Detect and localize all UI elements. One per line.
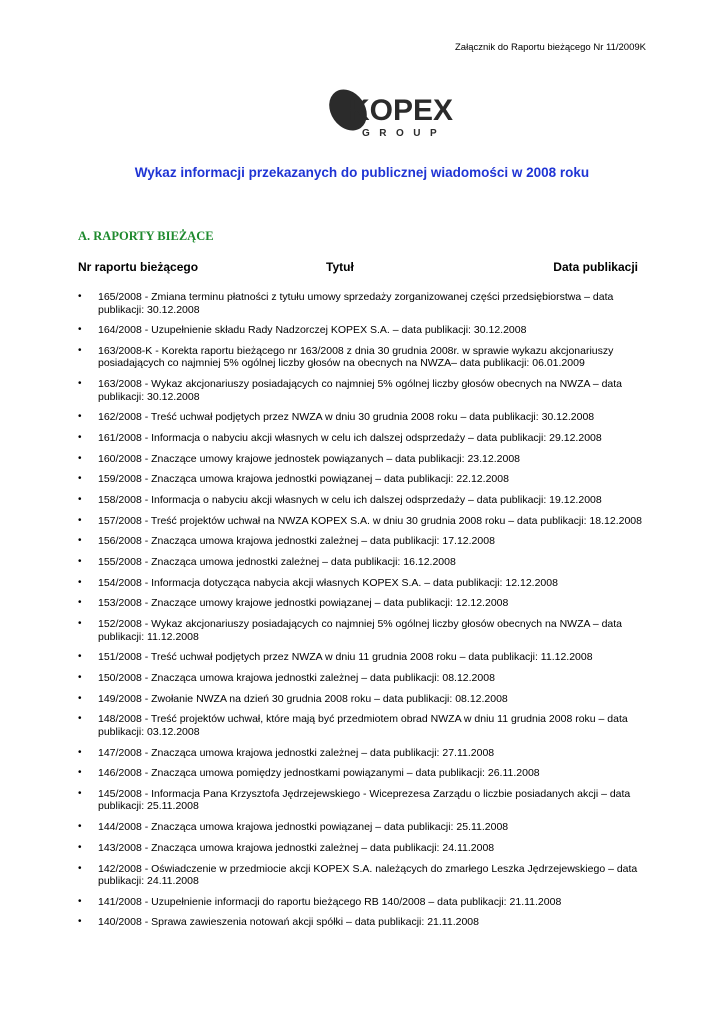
report-item [78,618,658,643]
report-text: 146/2008 - Znacząca umowa pomiędzy jednostkami powiązanymi – data publikacji: 26.11.2008 [98,767,540,780]
logo-group-text: GROUP [362,128,447,139]
report-item [78,556,658,569]
bullet-icon: • [78,597,82,609]
report-item [78,863,658,888]
report-text: 157/2008 - Treść projektów uchwał na NWZA KOPEX S.A. w dniu 30 grudnia 2008 roku – data publikacji: 18.12.2008 [98,514,642,527]
report-text: 148/2008 - Treść projektów uchwał, które mają być przedmiotem obrad NWZA w dniu 11 grudnia 2008 roku – data publikacji: 03.12.2008 [98,713,628,738]
bullet-icon: • [78,692,82,704]
report-item [78,515,658,528]
bullet-icon: • [78,746,82,758]
report-item [78,713,658,738]
bullet-icon: • [78,672,82,683]
report-text: 156/2008 - Znacząca umowa krajowa jednostki zależnej – data publikacji: 17.12.2008 [98,535,495,548]
bullet-icon: • [78,535,82,547]
bullet-icon: • [78,618,82,630]
bullet-icon: • [78,473,82,485]
report-item [78,453,658,466]
report-text: 145/2008 - Informacja Pana Krzysztofa Jędrzejewskiego - Wiceprezesa Zarządu o liczbie posiadanych akcji – data publikacji: 25.11.2008 [98,787,631,813]
report-item [78,767,658,780]
report-item [78,597,658,610]
report-item [78,324,658,337]
report-item [78,788,658,813]
report-item [78,916,658,929]
report-item [78,821,658,834]
report-item [78,672,658,685]
bullet-icon: • [78,514,82,526]
report-text: 140/2008 - Sprawa zawieszenia notowań akcji spółki – data publikacji: 21.11.2008 [98,916,479,929]
bullet-icon: • [78,895,82,907]
report-text: 143/2008 - Znacząca umowa krajowa jednostki zależnej – data publikacji: 24.11.2008 [98,841,495,854]
bullet-icon: • [78,916,82,928]
report-item [78,345,658,370]
report-item [78,896,658,909]
report-text: 163/2008 - Wykaz akcjonariuszy posiadających co najmniej 5% ogólnej liczby głosów obecnych na NWZA – data publikacji: 30.12.2008 [98,378,623,403]
report-text: 164/2008 - Uzupełnienie składu Rady Nadzorczej KOPEX S.A. – data publikacji: 30.12.2008 [98,324,527,337]
bullet-icon: • [78,821,82,833]
report-list [78,291,658,937]
report-item [78,577,658,590]
kopex-logo [318,78,468,142]
report-text: 152/2008 - Wykaz akcjonariuszy posiadających co najmniej 5% ogólnej liczby głosów obecnych na NWZA – data publikacji: 11.12.2008 [98,618,623,643]
bullet-icon: • [78,862,82,874]
report-text: 151/2008 - Treść uchwał podjętych przez NWZA w dniu 11 grudnia 2008 roku – data publikacji: 11.12.2008 [98,651,593,664]
report-text: 153/2008 - Znaczące umowy krajowe jednostki powiązanej – data publikacji: 12.12.2008 [98,597,509,610]
report-item [78,432,658,445]
bullet-icon: • [78,841,82,853]
report-text: 154/2008 - Informacja dotycząca nabycia akcji własnych KOPEX S.A. – data publikacji: 12.12.2008 [98,576,558,589]
bullet-icon: • [78,431,82,443]
report-item [78,747,658,760]
bullet-icon: • [78,291,82,302]
report-item [78,378,658,403]
report-item [78,411,658,424]
bullet-icon: • [78,378,82,390]
report-item [78,291,658,316]
report-text: 162/2008 - Treść uchwał podjętych przez NWZA w dniu 30 grudnia 2008 roku – data publikacji: 30.12.2008 [98,411,595,424]
report-text: 165/2008 - Zmiana terminu płatności z tytułu umowy sprzedaży zorganizowanej części przedsiębiorstwa – data publikacji: 30.12.2008 [98,291,614,316]
report-text: 160/2008 - Znaczące umowy krajowe jednostek powiązanych – data publikacji: 23.12.2008 [98,452,521,465]
report-text: 158/2008 - Informacja o nabyciu akcji własnych w celu ich dalszej odsprzedaży – data publikacji: 19.12.2008 [98,494,602,506]
column-header-date: Data publikacji [553,260,638,274]
report-text: 141/2008 - Uzupełnienie informacji do raportu bieżącego RB 140/2008 – data publikacji: 21.11.2008 [98,895,562,908]
report-item [78,651,658,664]
report-text: 163/2008-K - Korekta raportu bieżącego nr 163/2008 z dnia 30 grudnia 2008r. w sprawie wykazu akcjonariuszy posiadających co najmniej 5% ogólnej liczby głosów na obecnych na NWZA– data publikacji: 06.01.2009 [98,344,614,370]
bullet-icon: • [78,411,82,423]
bullet-icon: • [78,452,82,464]
report-text: 142/2008 - Oświadczenie w przedmiocie akcji KOPEX S.A. należących do zmarłego Leszka Jędrzejewskiego – data publikacji: 24.11.2008 [98,862,638,887]
report-item [78,535,658,548]
report-item [78,473,658,486]
bullet-icon: • [78,556,82,568]
section-heading-reports: A. RAPORTY BIEŻĄCE [78,229,214,243]
attachment-note: Załącznik do Raportu bieżącego Nr 11/2009K [455,42,646,53]
column-header-title: Tytuł [326,260,354,274]
report-item [78,494,658,507]
bullet-icon: • [78,651,82,663]
column-header-nr: Nr raportu bieżącego [78,260,199,274]
report-text: 147/2008 - Znacząca umowa krajowa jednostki zależnej – data publikacji: 27.11.2008 [98,746,495,759]
report-item [78,693,658,706]
report-text: 161/2008 - Informacja o nabyciu akcji własnych w celu ich dalszej odsprzedaży – data publikacji: 29.12.2008 [98,431,602,444]
bullet-icon: • [78,713,82,725]
document-title: Wykaz informacji przekazanych do publicznej wiadomości w 2008 roku [134,165,590,180]
logo-wordmark: KOPEX [348,94,454,127]
bullet-icon: • [78,576,82,588]
report-item [78,842,658,855]
report-text: 150/2008 - Znacząca umowa krajowa jednostki zależnej – data publikacji: 08.12.2008 [98,672,495,684]
report-text: 144/2008 - Znacząca umowa krajowa jednostki powiązanej – data publikacji: 25.11.2008 [98,821,509,834]
bullet-icon: • [78,344,82,356]
report-text: 155/2008 - Znacząca umowa jednostki zależnej – data publikacji: 16.12.2008 [98,556,456,569]
bullet-icon: • [78,494,82,505]
bullet-icon: • [78,767,82,779]
bullet-icon: • [78,324,82,336]
bullet-icon: • [78,787,82,799]
report-text: 149/2008 - Zwołanie NWZA na dzień 30 grudnia 2008 roku – data publikacji: 08.12.2008 [98,692,508,705]
report-text: 159/2008 - Znacząca umowa krajowa jednostki powiązanej – data publikacji: 22.12.2008 [98,473,509,486]
